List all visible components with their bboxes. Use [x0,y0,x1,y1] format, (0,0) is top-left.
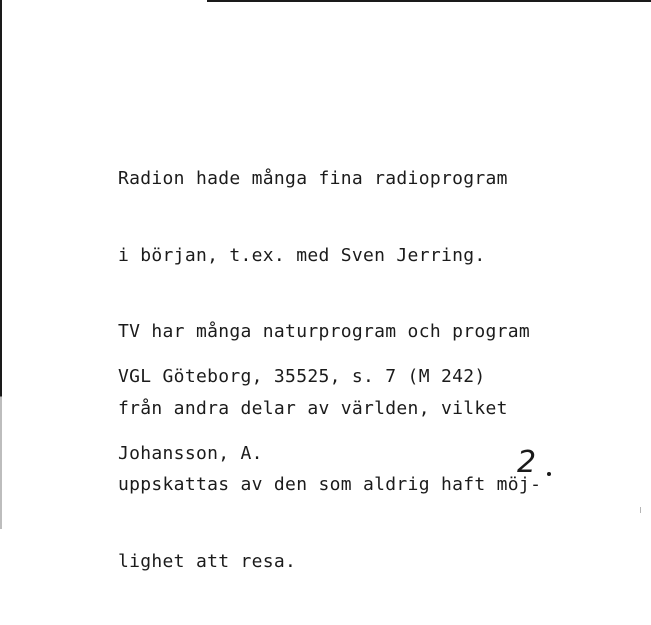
quote-line: uppskattas av den som aldrig haft möj- [118,474,542,495]
card-number-dot [547,472,551,476]
quote-line: lighet att resa. [118,550,297,572]
quote-line: Radion hade många fina radioprogram [118,168,508,189]
handwritten-card-number: 2 [517,445,537,480]
scan-speck [640,507,641,513]
card-top-border [207,0,651,2]
quote-line: från andra delar av världen, vilket [118,397,508,419]
source-reference [118,313,486,517]
quote-line: TV har många naturprogram och program [118,321,531,342]
quote-line: i början, t.ex. med Sven Jerring. [118,244,486,266]
source-line: VGL Göteborg, 35525, s. 7 (M 242) [118,366,486,387]
source-author: Johansson, A. [118,442,263,464]
card-left-border [0,0,2,529]
